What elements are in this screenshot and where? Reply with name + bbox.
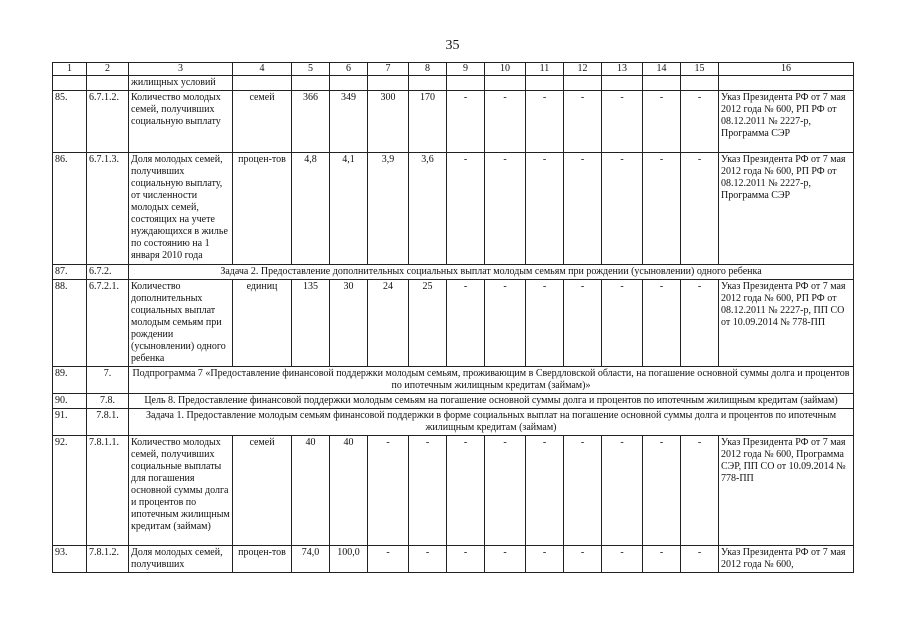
value-cell: 100,0 [330,546,368,573]
header-cell: 8 [409,63,447,76]
value-cell: - [409,436,447,546]
row-number: 93. [53,546,87,573]
row-number: 86. [53,153,87,265]
source-reference: Указ Президента РФ от 7 мая 2012 года № 600, РП РФ от 08.12.2011 № 2227-р, Программа СЭР [719,153,854,265]
header-cell: 10 [485,63,526,76]
value-cell: - [602,280,643,367]
row-number: 92. [53,436,87,546]
header-cell: 4 [233,63,292,76]
source-reference: Указ Президента РФ от 7 мая 2012 года № 600, Программа СЭР, ПП СО от 10.09.2014 № 778-ПП [719,436,854,546]
table-row [53,409,854,436]
value-cell: - [602,546,643,573]
indicator-name: Доля молодых семей, получивших социальную выплату, от численности молодых семей, состоящих на учете нуждающихся в жилье по состоянию на 1 января 2010 года [129,153,233,265]
header-cell: 15 [681,63,719,76]
header-cell: 13 [602,63,643,76]
unit: семей [233,91,292,153]
value-cell: - [602,153,643,265]
source-reference: Указ Президента РФ от 7 мая 2012 года № 600, РП РФ от 08.12.2011 № 2227-р, Программа СЭР [719,91,854,153]
value-cell: - [643,91,681,153]
indicator-name: Количество молодых семей, получивших социальную выплату [129,91,233,153]
row-number: 85. [53,91,87,153]
value-cell: - [526,91,564,153]
header-cell: 2 [87,63,129,76]
indicator-name: Количество дополнительных социальных выплат молодым семьям при рождении (усыновлении) одного ребенка [129,280,233,367]
value-cell: - [643,153,681,265]
value-cell: 170 [409,91,447,153]
value-cell: - [564,280,602,367]
row-code: 6.7.2. [87,265,129,280]
header-cell: 1 [53,63,87,76]
row-number: 89. [53,367,87,394]
value-cell: 300 [368,91,409,153]
goal-heading: Цель 8. Предоставление финансовой поддержки молодым семьям на погашение основной суммы долга и процентов по ипотечным жилищным кредитам (займам) [129,394,854,409]
value-cell: - [409,546,447,573]
value-cell: - [564,436,602,546]
value-cell: - [643,280,681,367]
value-cell: - [681,280,719,367]
table-row [53,367,854,394]
header-cell: 12 [564,63,602,76]
unit: единиц [233,280,292,367]
table-row [53,153,854,265]
value-cell: 3,6 [409,153,447,265]
value-cell: - [447,436,485,546]
subprogram-heading: Подпрограмма 7 «Предоставление финансовой поддержки молодым семьям, проживающим в Свердловской области, на погашение основной суммы долга и процентов по ипотечным жилищным кредитам (займам)» [129,367,854,394]
table-row [53,265,854,280]
value-cell: - [485,436,526,546]
row-code: 7.8.1.2. [87,546,129,573]
row-code: 6.7.1.3. [87,153,129,265]
row-code: 7.8. [87,394,129,409]
row-code: 6.7.1.2. [87,91,129,153]
table-row [53,546,854,573]
header-cell: 11 [526,63,564,76]
value-cell: 30 [330,280,368,367]
value-cell: - [485,91,526,153]
value-cell: 4,1 [330,153,368,265]
value-cell: - [485,546,526,573]
table-row [53,436,854,546]
row-number: 91. [53,409,87,436]
value-cell: - [447,153,485,265]
value-cell: - [526,546,564,573]
table-row [53,76,854,91]
value-cell: - [564,91,602,153]
unit: процен-тов [233,153,292,265]
value-cell: 25 [409,280,447,367]
value-cell: - [368,436,409,546]
value-cell: - [526,153,564,265]
row-code: 7.8.1. [87,409,129,436]
value-cell: 135 [292,280,330,367]
row-number: 87. [53,265,87,280]
value-cell: 4,8 [292,153,330,265]
value-cell: - [447,546,485,573]
value-cell: - [681,91,719,153]
source-reference: Указ Президента РФ от 7 мая 2012 года № 600, РП РФ от 08.12.2011 № 2227-р, ПП СО от 10.09.2014 № 778-ПП [719,280,854,367]
value-cell: 40 [330,436,368,546]
value-cell: - [602,436,643,546]
value-cell: - [526,436,564,546]
value-cell: 24 [368,280,409,367]
header-cell: 14 [643,63,681,76]
source-reference: Указ Президента РФ от 7 мая 2012 года № 600, [719,546,854,573]
value-cell: 40 [292,436,330,546]
value-cell: - [681,153,719,265]
unit: процен-тов [233,546,292,573]
value-cell: - [485,280,526,367]
indicator-name: Доля молодых семей, получивших [129,546,233,573]
table-row [53,394,854,409]
value-cell: - [643,546,681,573]
header-cell: 9 [447,63,485,76]
row-number: 90. [53,394,87,409]
value-cell: - [564,153,602,265]
value-cell: - [485,153,526,265]
value-cell: - [602,91,643,153]
indicator-name: Количество молодых семей, получивших социальные выплаты для погашения основной суммы долга и процентов по ипотечным жилищным кредитам (займам) [129,436,233,546]
row-number: 88. [53,280,87,367]
unit: семей [233,436,292,546]
row-code: 7. [87,367,129,394]
header-cell: 5 [292,63,330,76]
value-cell: - [564,546,602,573]
value-cell: 3,9 [368,153,409,265]
value-cell: 366 [292,91,330,153]
value-cell: - [368,546,409,573]
row-code: 7.8.1.1. [87,436,129,546]
value-cell: - [681,436,719,546]
row-code: 6.7.2.1. [87,280,129,367]
value-cell: 349 [330,91,368,153]
task-heading: Задача 1. Предоставление молодым семьям финансовой поддержки в форме социальных выплат на погашение основной суммы долга и процентов по ипотечным жилищным кредитам (займам) [129,409,854,436]
table-row [53,91,854,153]
value-cell: - [643,436,681,546]
value-cell: 74,0 [292,546,330,573]
value-cell: - [447,280,485,367]
header-row [53,63,854,76]
header-cell: 3 [129,63,233,76]
indicator-name: жилищных условий [129,76,233,91]
value-cell: - [447,91,485,153]
task-heading: Задача 2. Предоставление дополнительных социальных выплат молодым семьям при рождении (усыновлении) одного ребенка [129,265,854,280]
value-cell: - [526,280,564,367]
value-cell: - [681,546,719,573]
indicators-table [52,62,854,573]
header-cell: 6 [330,63,368,76]
table-row [53,280,854,367]
page-number: 35 [445,38,460,53]
header-cell: 16 [719,63,854,76]
header-cell: 7 [368,63,409,76]
